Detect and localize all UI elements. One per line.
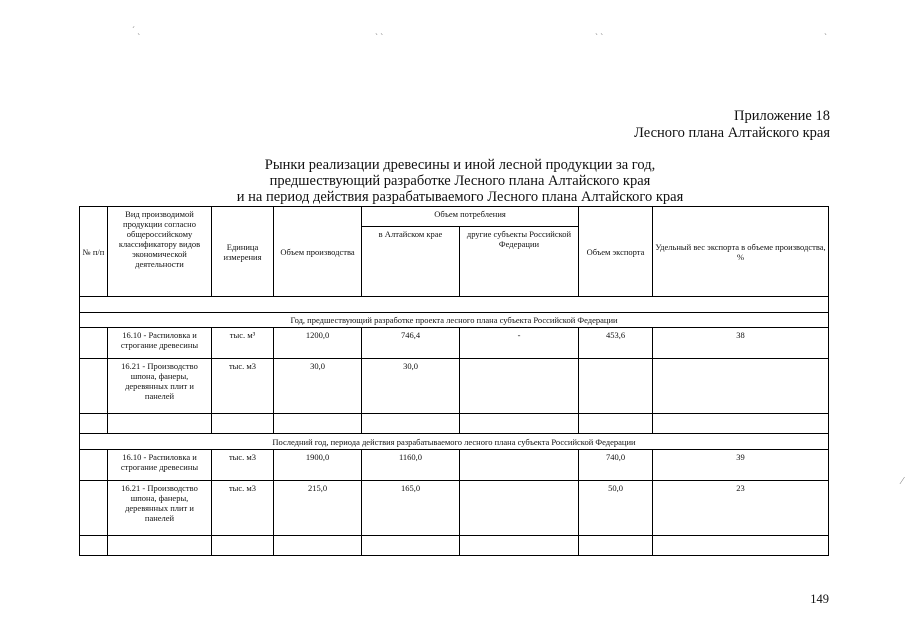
markets-table: [79, 206, 829, 556]
cell-export-share: 38: [653, 328, 829, 359]
cell-export: [579, 359, 653, 414]
header-row: [80, 207, 829, 227]
cell-unit: тыс. м3: [212, 359, 274, 414]
cell-production: 1900,0: [274, 450, 362, 481]
title-line-3: и на период действия разрабатываемого Лесного плана Алтайского края: [236, 189, 684, 205]
cell-export: 740,0: [579, 450, 653, 481]
appendix-line-2: Лесного плана Алтайского края: [634, 125, 830, 141]
empty-row: [80, 414, 829, 434]
spacer-cell: [80, 297, 829, 313]
cell-export-share: 23: [653, 481, 829, 536]
cell-unit: тыс. м3: [212, 481, 274, 536]
empty-row: [80, 536, 829, 556]
cell-num: [80, 481, 108, 536]
section-title-previous-year: Год, предшествующий разработке проекта лесного плана субъекта Российской Федерации: [80, 313, 829, 328]
cell-export-share: [653, 359, 829, 414]
scan-mark: ˏ ˏ: [375, 25, 384, 35]
cell-production: 215,0: [274, 481, 362, 536]
cell-export-share: 39: [653, 450, 829, 481]
appendix-reference: [634, 108, 830, 142]
cell-in-region: 1160,0: [362, 450, 460, 481]
header-production: Объем производства: [274, 207, 362, 297]
cell-other-subjects: [460, 481, 579, 536]
scan-mark: ˏ ˏ: [595, 25, 604, 35]
cell-num: [80, 450, 108, 481]
spacer-row: [80, 297, 829, 313]
scan-mark: ⁄: [901, 476, 903, 487]
cell-other-subjects: [460, 359, 579, 414]
cell-product: 16.21 - Производство шпона, фанеры, деревянных плит и панелей: [108, 359, 212, 414]
cell-export: 50,0: [579, 481, 653, 536]
cell-other-subjects: -: [460, 328, 579, 359]
cell-product: 16.21 - Производство шпона, фанеры, деревянных плит и панелей: [108, 481, 212, 536]
title-line-1: Рынки реализации древесины и иной лесной продукции за год,: [264, 157, 656, 173]
table-row: [80, 481, 829, 536]
cell-product: 16.10 - Распиловка и строгание древесины: [108, 328, 212, 359]
cell-unit: тыс. м³: [212, 328, 274, 359]
table-row: [80, 328, 829, 359]
cell-in-region: 30,0: [362, 359, 460, 414]
header-in-region: в Алтайском крае: [362, 227, 460, 297]
cell-production: 1200,0: [274, 328, 362, 359]
header-other-subjects: другие субъекты Российской Федерации: [460, 227, 579, 297]
scan-mark: ˏ: [824, 25, 827, 35]
header-consumption: Объем потребления: [362, 207, 579, 227]
table-row: [80, 450, 829, 481]
document-title: [180, 157, 740, 205]
title-line-2: предшествующий разработке Лесного плана Алтайского края: [269, 173, 651, 189]
page-number: 149: [810, 592, 829, 606]
header-export-share: Удельный вес экспорта в объеме производства, %: [653, 207, 829, 297]
cell-unit: тыс. м3: [212, 450, 274, 481]
cell-num: [80, 328, 108, 359]
section-title-last-year: Последний год, периода действия разрабатываемого лесного плана субъекта Российской Федерации: [80, 434, 829, 450]
section-row: [80, 434, 829, 450]
table-row: [80, 359, 829, 414]
scan-mark: ´ ˏ: [132, 25, 141, 35]
header-product-type: Вид производимой продукции согласно общероссийскому классификатору видов экономической деятельности: [108, 207, 212, 297]
header-unit: Единица измерения: [212, 207, 274, 297]
header-export: Объем экспорта: [579, 207, 653, 297]
cell-other-subjects: [460, 450, 579, 481]
cell-num: [80, 359, 108, 414]
cell-in-region: 165,0: [362, 481, 460, 536]
cell-product: 16.10 - Распиловка и строгание древесины: [108, 450, 212, 481]
cell-in-region: 746,4: [362, 328, 460, 359]
cell-export: 453,6: [579, 328, 653, 359]
appendix-line-1: Приложение 18: [734, 108, 830, 124]
section-row: [80, 313, 829, 328]
header-num: № п/п: [80, 207, 108, 297]
cell-production: 30,0: [274, 359, 362, 414]
